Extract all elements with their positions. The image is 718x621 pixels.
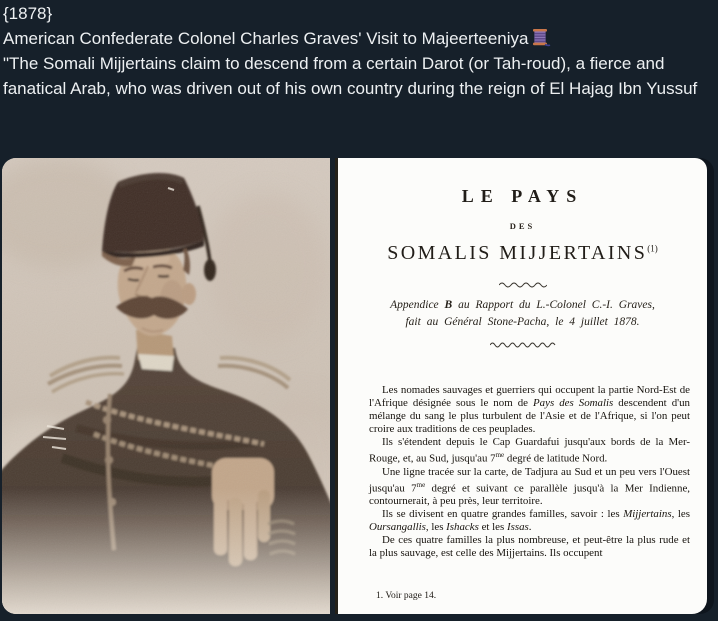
portrait-photo-art (2, 158, 330, 614)
document-scan[interactable] (335, 158, 714, 614)
doc-paragraphs (369, 384, 690, 560)
doc-title-line3: SOMALIS MIJJERTAINS$^{(1)}$ (387, 242, 658, 264)
post-year: {1878} (3, 4, 53, 23)
doc-title-line1: LE PAYS (461, 186, 584, 206)
doc-title-note: (1) (647, 243, 658, 254)
doc-paragraph: De ces quatre familles la plus nombreuse, et peut-être la plus rude et la plus sauvage, est celle des Mijjertains. Ils occupent (369, 534, 690, 560)
document-page (335, 158, 707, 614)
appendix-line-1: Appendice B au Rapport du L.-Colonel C.-I. Graves, (390, 299, 655, 311)
wavy-divider (499, 281, 547, 288)
thread-emoji-icon (532, 28, 551, 47)
post-quote: "The Somali Mijjertains claim to descend from a certain Darot (or Tah-roud), a fierce and fanatical Arab, who was driven out of his own country during the reign of El Hajag Ibn Yussuf (3, 54, 698, 98)
portrait-photo[interactable] (2, 158, 330, 614)
media-grid (2, 158, 714, 614)
doc-paragraph: Les nomades sauvages et guerriers qui occupent la partie Nord-Est de l'Afrique désignée sous le nom de Pays des Somalis descendent d'un mélange du sang le plus turbulent de l'Asie et de l'Afrique, si l'on peut croire aux traditions de ces peuplades. (369, 384, 691, 435)
appendix-line-2: fait au Général Stone-Pacha, le 4 juillet 1878. (405, 316, 640, 328)
doc-footnote: 1. Voir page 14. (376, 591, 437, 601)
post-text-block (3, 1, 716, 101)
wavy-divider (490, 341, 556, 348)
doc-title-line2: DES (509, 221, 536, 231)
doc-paragraph: Ils se divisent en quatre grandes familles, savoir : les Mijjertains, les Oursangallis, les Ishacks et les Issas. (369, 508, 690, 534)
doc-paragraph: Ils s'étendent depuis le Cap Guardafui jusqu'aux bords de la Mer-Rouge, et, au Sud, jusqu'au $7^{me}$ degré de latitude Nord. (369, 436, 690, 465)
post-title: American Confederate Colonel Charles Graves' Visit to Majeerteeniya (3, 26, 716, 51)
doc-paragraph: Une ligne tracée sur la carte, de Tadjura au Sud et un peu vers l'Ouest jusqu'au $7^{me}$ degré et suivant ce parallèle jusqu'à la Mer Indienne, contournerait, à peu près, leur territoire. (369, 465, 690, 508)
appendix-block (338, 297, 707, 331)
